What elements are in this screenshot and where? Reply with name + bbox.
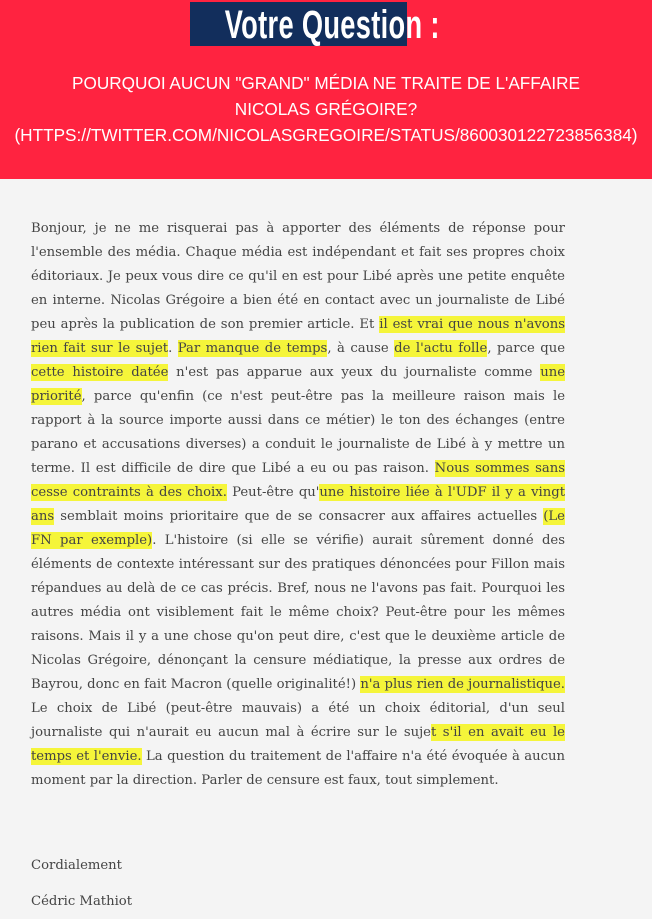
question-badge <box>190 2 440 47</box>
question-line: NICOLAS GRÉGOIRE? <box>234 99 418 119</box>
highlighted-passage: de l'actu folle <box>394 341 488 356</box>
answer-text: . L'histoire (si elle se vérifie) aurait sûrement donné des éléments de contexte intéressant sur des pratiques dénoncées pour Fillon mais répandues au delà de ce cas précis. Bref, nous ne l'avons pas fait. Pourquoi les autres média ont visiblement fait le même choix? Peut-être pour les mêmes raisons. Mais il y a une chose qu'on peut dire, c'est que le deuxième article de Nicolas Grégoire, dénonçant la censure médiatique, la presse aux ordres de Bayrou, donc en fait Macron (quelle originalité!) <box>31 533 566 692</box>
highlighted-passage: t s'il en avait eu le temps et l'envie. <box>31 725 565 764</box>
highlighted-passage: (Le FN par exemple) <box>31 509 565 548</box>
answer-text: , à cause <box>327 341 395 356</box>
answer-text: , parce qu'enfin (ce n'est peut-être pas la meilleure raison mais le rapport à la source importe aussi dans ce métier) le ton des échanges (entre parano et accusations diverses) a conduit le journaliste de Libé à y mettre un terme. Il est difficile de dire que Libé a eu ou pas raison. <box>31 389 565 476</box>
answer-text: , parce que <box>487 341 566 356</box>
answer-paragraph <box>31 217 565 793</box>
question-text <box>0 70 652 148</box>
highlighted-passage: une priorité <box>31 365 565 404</box>
answer-text: Peut-être qu' <box>226 485 320 500</box>
signature: Cédric Mathiot <box>31 894 133 909</box>
answer-text: semblait moins prioritaire que de se consacrer aux affaires actuelles <box>54 509 544 524</box>
answer-text: . <box>168 341 178 356</box>
answer-text: La question du traitement de l'affaire n'a été évoquée à aucun moment par la direction. Parler de censure est faux, tout simplement. <box>31 749 565 788</box>
highlighted-passage: Nous sommes sans cesse contraints à des choix. <box>31 461 565 500</box>
highlighted-passage: cette histoire datée <box>31 365 169 380</box>
question-link[interactable]: (HTTPS://TWITTER.COM/NICOLASGREGOIRE/STATUS/860030122723856384) <box>14 125 638 145</box>
highlighted-passage: il est vrai que nous n'avons rien fait sur le sujet <box>31 317 565 356</box>
question-header <box>0 0 652 179</box>
question-line: POURQUOI AUCUN "GRAND" MÉDIA NE TRAITE DE L'AFFAIRE <box>72 73 580 93</box>
answer-text: n'est pas apparue aux yeux du journaliste comme <box>168 365 541 380</box>
badge-title: Votre Question : <box>224 3 440 47</box>
salutation: Cordialement <box>31 858 122 873</box>
highlighted-passage: Par manque de temps <box>177 341 328 356</box>
highlighted-passage: n'a plus rien de journalistique. <box>360 677 565 692</box>
answer-text: Bonjour, je ne me risquerai pas à apporter des éléments de réponse pour l'ensemble des média. Chaque média est indépendant et fait ses propres choix éditoriaux. Je peux vous dire ce qu'il en est pour Libé après une petite enquête en interne. Nicolas Grégoire a bien été en contact avec un journaliste de Libé peu après la publication de son premier article. Et <box>31 221 565 332</box>
highlighted-passage: une histoire liée à l'UDF il y a vingt ans <box>31 485 566 524</box>
answer-text: Le choix de Libé (peut-être mauvais) a été un choix éditorial, d'un seul journaliste qui n'aurait eu aucun mal à écrire sur le suje <box>31 701 565 740</box>
